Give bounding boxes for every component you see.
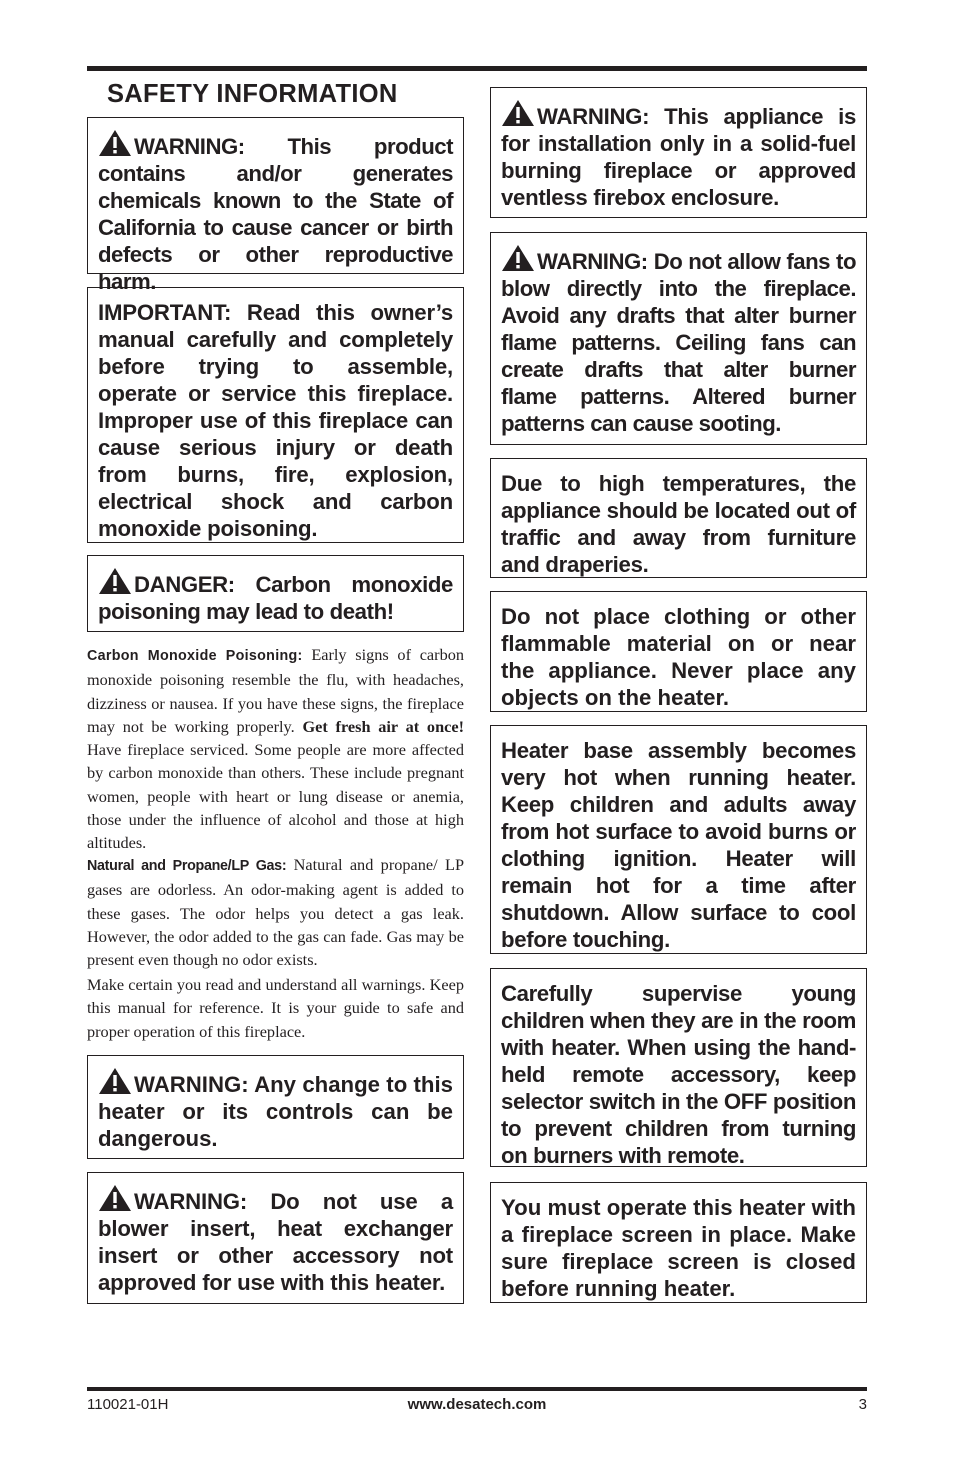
caution-text: Due to high temperatures, the appliance should be located out of traffic and away from furniture and draperies. [501, 471, 856, 577]
danger-box [87, 555, 464, 632]
supervise-box [490, 968, 867, 1167]
top-rule [87, 66, 867, 71]
installation-warning-box [490, 87, 867, 218]
paragraph-text: Make certain you read and understand all warnings. Keep this manual for reference. It is your guide to safe and proper operation of this fireplace. [87, 975, 464, 1041]
co-poisoning-paragraph [87, 643, 464, 855]
danger-text: Carbon monoxide poisoning may lead to death! [98, 572, 453, 624]
warning-label: WARNING: [134, 1189, 248, 1214]
warning-triangle-icon [98, 129, 132, 157]
warning-text: Do not allow fans to blow directly into the fireplace. Avoid any drafts that alter burner flame patterns. Ceiling fans can create drafts that alter burner flame patterns. Altered burner patterns can cause sooting. [501, 249, 856, 436]
blower-warning-box [87, 1172, 464, 1304]
danger-label: DANGER: [134, 572, 235, 597]
paragraph-text: Natural and propane/ LP gases are odorless. An odor-making agent is added to these gases. The odor helps you detect a gas leak. However, the odor added to the gas can fade. Gas may be present even though no odor exists. [87, 855, 464, 970]
warning-triangle-icon [98, 1067, 132, 1095]
warning-triangle-icon [501, 244, 535, 272]
warning-triangle-icon [98, 567, 132, 595]
warning-label: WARNING: [537, 249, 648, 274]
warning-text: This product contains and/or generates chemicals known to the State of California to cause cancer or birth defects or other reproductive harm. [98, 134, 453, 294]
caution-text: Carefully supervise young children when they are in the room with heater. When using the hand-held remote accessory, keep selector switch in the OFF position to prevent children from turning on burners with remote. [501, 981, 856, 1168]
fans-warning-box [490, 232, 867, 445]
caution-text: Do not place clothing or other flammable material on or near the appliance. Never place any objects on the heater. [501, 604, 856, 710]
paragraph-lead: Natural and Propane/LP Gas: [87, 858, 287, 874]
paragraph-text: Have fireplace serviced. Some people are more affected by carbon monoxide than others. These include pregnant women, people with heart or lung disease or anemia, those under the influence of alcohol and those at high altitudes. [87, 740, 464, 853]
gas-paragraph [87, 853, 464, 971]
important-box [87, 287, 464, 543]
warning-label: WARNING: [134, 134, 245, 159]
paragraph-text: Early signs of carbon monoxide poisoning resemble the flu, with headaches, dizziness or nausea. If you have these signs, the fireplace may not be working properly. [87, 645, 464, 736]
warning-label: WARNING: [537, 104, 650, 129]
change-warning-box [87, 1055, 464, 1159]
caution-text: You must operate this heater with a fireplace screen in place. Make sure fireplace screen is closed before running heater. [501, 1195, 856, 1301]
section-title: SAFETY INFORMATION [107, 80, 398, 108]
warning-text: Any change to this heater or its controls can be dangerous. [98, 1072, 453, 1151]
temperatures-box [490, 458, 867, 578]
warning-label: WARNING: [134, 1072, 249, 1097]
page-number: 3 [858, 1396, 867, 1413]
warning-triangle-icon [98, 1184, 132, 1212]
caution-text: Heater base assembly becomes very hot when running heater. Keep children and adults away from hot surface to avoid burns or clothing ignition. Heater will remain hot for a time after shutdown. Allow surface to cool before touching. [501, 738, 856, 952]
screen-box [490, 1182, 867, 1303]
manual-paragraph [87, 973, 464, 1043]
paragraph-emphasis: Get fresh air at once! [302, 716, 465, 736]
warning-text: Do not use a blower insert, heat exchanger insert or other accessory not approved for use with this heater. [98, 1189, 453, 1295]
document-number: 110021-01H [87, 1396, 169, 1413]
warning-text: This appliance is for installation only in a solid-fuel burning fireplace or approved ventless firebox enclosure. [501, 104, 856, 210]
clothing-box [490, 591, 867, 712]
bottom-rule [87, 1387, 867, 1391]
website-link[interactable]: www.desatech.com [407, 1396, 547, 1413]
important-text: IMPORTANT: Read this owner’s manual carefully and completely before trying to assemble, operate or service this fireplace. Improper use of this fireplace can cause serious injury or death from burns, fire, explosion, electrical shock and carbon monoxide poisoning. [98, 300, 453, 541]
base-assembly-box [490, 725, 867, 954]
warning-triangle-icon [501, 99, 535, 127]
paragraph-lead: Carbon Monoxide Poisoning: [87, 648, 303, 664]
california-warning-box [87, 117, 464, 294]
